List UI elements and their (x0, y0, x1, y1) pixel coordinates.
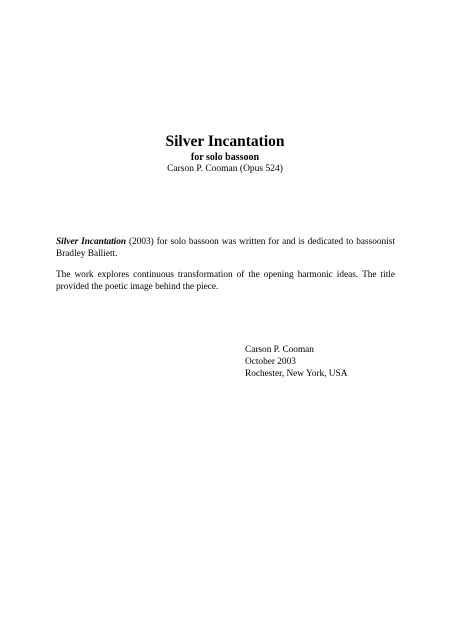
page-subtitle: for solo bassoon (190, 152, 260, 163)
page-title: Silver Incantation (165, 133, 285, 150)
signature-block (245, 344, 347, 380)
signature-name: Carson P. Cooman (245, 345, 314, 355)
signature-date: October 2003 (245, 357, 296, 367)
signature-place: Rochester, New York, USA (245, 369, 348, 379)
composer-line: Carson P. Cooman (Opus 524) (167, 164, 283, 174)
work-title-inline: Silver Incantation (56, 237, 127, 247)
program-note-paragraph-1-text: (2003) for solo bassoon was written for and is dedicated to bassoonist Bradley Balliett. (56, 237, 395, 259)
program-note-paragraph-2: The work explores continuous transformation of the opening harmonic ideas. The title provided the poetic image behind the piece. (56, 270, 395, 292)
program-note-paragraph-1 (56, 237, 395, 260)
